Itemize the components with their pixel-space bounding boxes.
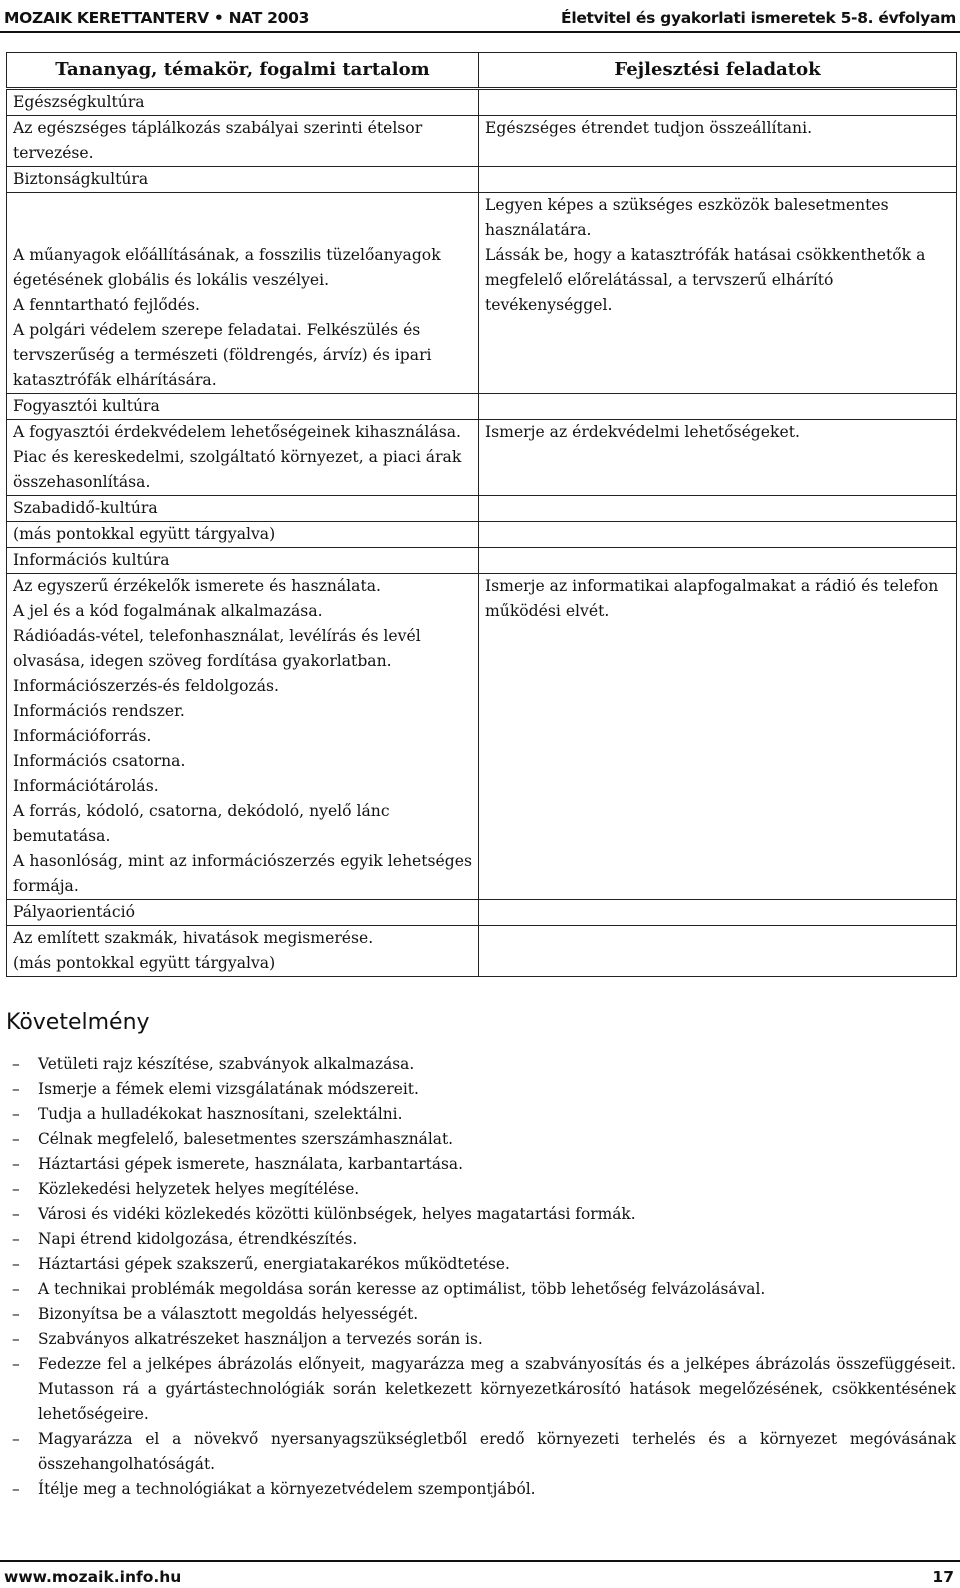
content-line: A fenntartható fejlődés.: [13, 296, 200, 314]
list-item: [6, 1177, 956, 1202]
list-item-text: Közlekedési helyzetek helyes megítélése.: [38, 1180, 360, 1198]
dash-bullet: –: [12, 1430, 20, 1448]
empty-cell: [479, 167, 957, 193]
dash-bullet: –: [12, 1055, 20, 1073]
list-item-text: Háztartási gépek ismerete, használata, karbantartása.: [38, 1155, 463, 1173]
list-item: [6, 1477, 956, 1502]
list-item: [6, 1127, 956, 1152]
col-header-tasks: Fejlesztési feladatok: [479, 53, 957, 89]
table-row: [7, 420, 957, 496]
content-line: Információs rendszer.: [13, 702, 185, 720]
section-title-informacio: Információs kultúra: [7, 548, 479, 574]
list-item: [6, 1327, 956, 1352]
table-row: [7, 926, 957, 977]
list-item-text: Városi és vidéki közlekedés közötti különbségek, helyes magatartási formák.: [38, 1205, 636, 1223]
list-item: [6, 1427, 956, 1477]
list-item-text: Tudja a hulladékokat hasznosítani, szelektálni.: [38, 1105, 403, 1123]
empty-cell: [479, 548, 957, 574]
task-line: Egészséges étrendet tudjon összeállítani.: [485, 119, 813, 137]
content-line: A jel és a kód fogalmának alkalmazása.: [13, 602, 323, 620]
content-cell: [7, 926, 479, 977]
list-item-text: Napi étrend kidolgozása, étrendkészítés.: [38, 1230, 358, 1248]
content-line: A fogyasztói érdekvédelem lehetőségeinek kihasználása. Piac és kereskedelmi, szolgáltató környezet, a piaci árak összehasonlítása.: [13, 423, 462, 491]
list-item-text: Célnak megfelelő, balesetmentes szerszámhasználat.: [38, 1130, 454, 1148]
dash-bullet: –: [12, 1280, 20, 1298]
task-cell: [479, 420, 957, 496]
task-cell: [479, 193, 957, 394]
table-row: [7, 574, 957, 900]
content-line: Információforrás.: [13, 727, 152, 745]
list-item: [6, 1277, 956, 1302]
task-line: Legyen képes a szükséges eszközök balesetmentes használatára.: [485, 196, 889, 239]
task-cell: [479, 574, 957, 900]
content-line: (más pontokkal együtt tárgyalva): [13, 954, 276, 972]
content-line: (más pontokkal együtt tárgyalva): [13, 525, 276, 543]
content-line: A polgári védelem szerepe feladatai. Felkészülés és tervszerűség a természeti (földrengés, árvíz) és ipari katasztrófák elhárítására.: [13, 321, 432, 389]
content-line: A műanyagok előállításának, a fosszilis tüzelőanyagok égetésének globális és lokális veszélyei.: [13, 246, 441, 289]
list-item: [6, 1227, 956, 1252]
content-line: Az egészséges táplálkozás szabályai szerinti ételsor tervezése.: [13, 119, 423, 162]
content-line: A hasonlóság, mint az információszerzés egyik lehetséges formája.: [13, 852, 472, 895]
dash-bullet: –: [12, 1155, 20, 1173]
dash-bullet: –: [12, 1130, 20, 1148]
dash-bullet: –: [12, 1255, 20, 1273]
table-row: [7, 116, 957, 167]
empty-cell: [479, 496, 957, 522]
header-series-title: MOZAIK KERETTANTERV • NAT 2003: [4, 9, 310, 27]
section-title-egeszseg: Egészségkultúra: [7, 89, 479, 116]
dash-bullet: –: [12, 1305, 20, 1323]
col-header-content: Tananyag, témakör, fogalmi tartalom: [7, 53, 479, 89]
dash-bullet: –: [12, 1180, 20, 1198]
header-rule: [0, 31, 960, 33]
content-cell: [7, 116, 479, 167]
list-item: [6, 1202, 956, 1227]
content-line: Az egyszerű érzékelők ismerete és használata.: [13, 577, 381, 595]
dash-bullet: –: [12, 1480, 20, 1498]
section-title-row: [7, 496, 957, 522]
dash-bullet: –: [12, 1105, 20, 1123]
dash-bullet: –: [12, 1355, 20, 1373]
empty-cell: [479, 900, 957, 926]
section-title-szabadido: Szabadidő-kultúra: [7, 496, 479, 522]
empty-cell: [479, 394, 957, 420]
task-line: Ismerje az informatikai alapfogalmakat a rádió és telefon működési elvét.: [485, 577, 939, 620]
header-subject-title: Életvitel és gyakorlati ismeretek 5-8. évfolyam: [561, 9, 956, 27]
list-item-text: Bizonyítsa be a választott megoldás helyességét.: [38, 1305, 419, 1323]
content-line: A forrás, kódoló, csatorna, dekódoló, nyelő lánc bemutatása.: [13, 802, 390, 845]
page-footer: [0, 1560, 960, 1588]
empty-cell: [479, 522, 957, 548]
content-cell: [7, 420, 479, 496]
dash-bullet: –: [12, 1330, 20, 1348]
list-item-text: Magyarázza el a növekvő nyersanyagszükségletből eredő környezeti terhelés és a környezet megóvásának összehangolhatóságát.: [38, 1430, 956, 1473]
task-line: Lássák be, hogy a katasztrófák hatásai csökkenthetők a megfelelő előrelátással, a tervszerű elhárító tevékenységgel.: [485, 246, 926, 314]
list-item-text: Háztartási gépek szakszerű, energiatakarékos működtetése.: [38, 1255, 510, 1273]
content-cell: [7, 193, 479, 394]
content-line: Információs csatorna.: [13, 752, 186, 770]
list-item-text: Szabványos alkatrészeket használjon a tervezés során is.: [38, 1330, 483, 1348]
section-title-biztonsag: Biztonságkultúra: [7, 167, 479, 193]
list-item: [6, 1077, 956, 1102]
table-row: [7, 522, 957, 548]
section-title-palya: Pályaorientáció: [7, 900, 479, 926]
content-line: Az említett szakmák, hivatások megismerése.: [13, 929, 374, 947]
list-item-text: Ismerje a fémek elemi vizsgálatának módszereit.: [38, 1080, 419, 1098]
task-line: Ismerje az érdekvédelmi lehetőségeket.: [485, 423, 800, 441]
footer-website-link[interactable]: www.mozaik.info.hu: [4, 1568, 182, 1586]
content-line: Rádióadás-vétel, telefonhasználat, levélírás és levél olvasása, idegen szöveg fordítása gyakorlatban.: [13, 627, 421, 670]
empty-cell: [479, 926, 957, 977]
section-title-row: [7, 394, 957, 420]
content-cell: [7, 522, 479, 548]
list-item-text: A technikai problémák megoldása során keresse az optimálist, több lehetőség felvázolásával.: [38, 1280, 766, 1298]
dash-bullet: –: [12, 1080, 20, 1098]
task-cell: [479, 116, 957, 167]
section-title-row: [7, 167, 957, 193]
dash-bullet: –: [12, 1205, 20, 1223]
table-header-row: [7, 53, 957, 89]
section-title-row: [7, 548, 957, 574]
page-number: 17: [932, 1568, 954, 1586]
list-item: [6, 1102, 956, 1127]
requirements-list: [6, 1052, 956, 1502]
page-header: [0, 0, 960, 36]
list-item: [6, 1152, 956, 1177]
content-line: Információszerzés-és feldolgozás.: [13, 677, 279, 695]
list-item-text: Ítélje meg a technológiákat a környezetvédelem szempontjából.: [38, 1480, 536, 1498]
section-title-row: [7, 900, 957, 926]
list-item: [6, 1252, 956, 1277]
list-item-text: Vetületi rajz készítése, szabványok alkalmazása.: [38, 1055, 415, 1073]
content-cell: [7, 574, 479, 900]
table-row: [7, 193, 957, 394]
content-line: Információtárolás.: [13, 777, 159, 795]
list-item: [6, 1352, 956, 1427]
list-item: [6, 1302, 956, 1327]
section-title-fogyaszto: Fogyasztói kultúra: [7, 394, 479, 420]
section-title-row: [7, 89, 957, 116]
dash-bullet: –: [12, 1230, 20, 1248]
empty-cell: [479, 89, 957, 116]
list-item-text: Fedezze fel a jelképes ábrázolás előnyeit, magyarázza meg a szabványosítás és a jelképes ábrázolás összefüggéseit. Mutasson rá a gyártástechnológiák során keletkezett környezetkárosító hatások megelőzésének, csökkentésének lehetőségeire.: [38, 1355, 956, 1423]
footer-rule: [0, 1560, 960, 1562]
requirements-heading: Követelmény: [6, 1010, 150, 1035]
curriculum-table: [6, 52, 957, 977]
list-item: [6, 1052, 956, 1077]
